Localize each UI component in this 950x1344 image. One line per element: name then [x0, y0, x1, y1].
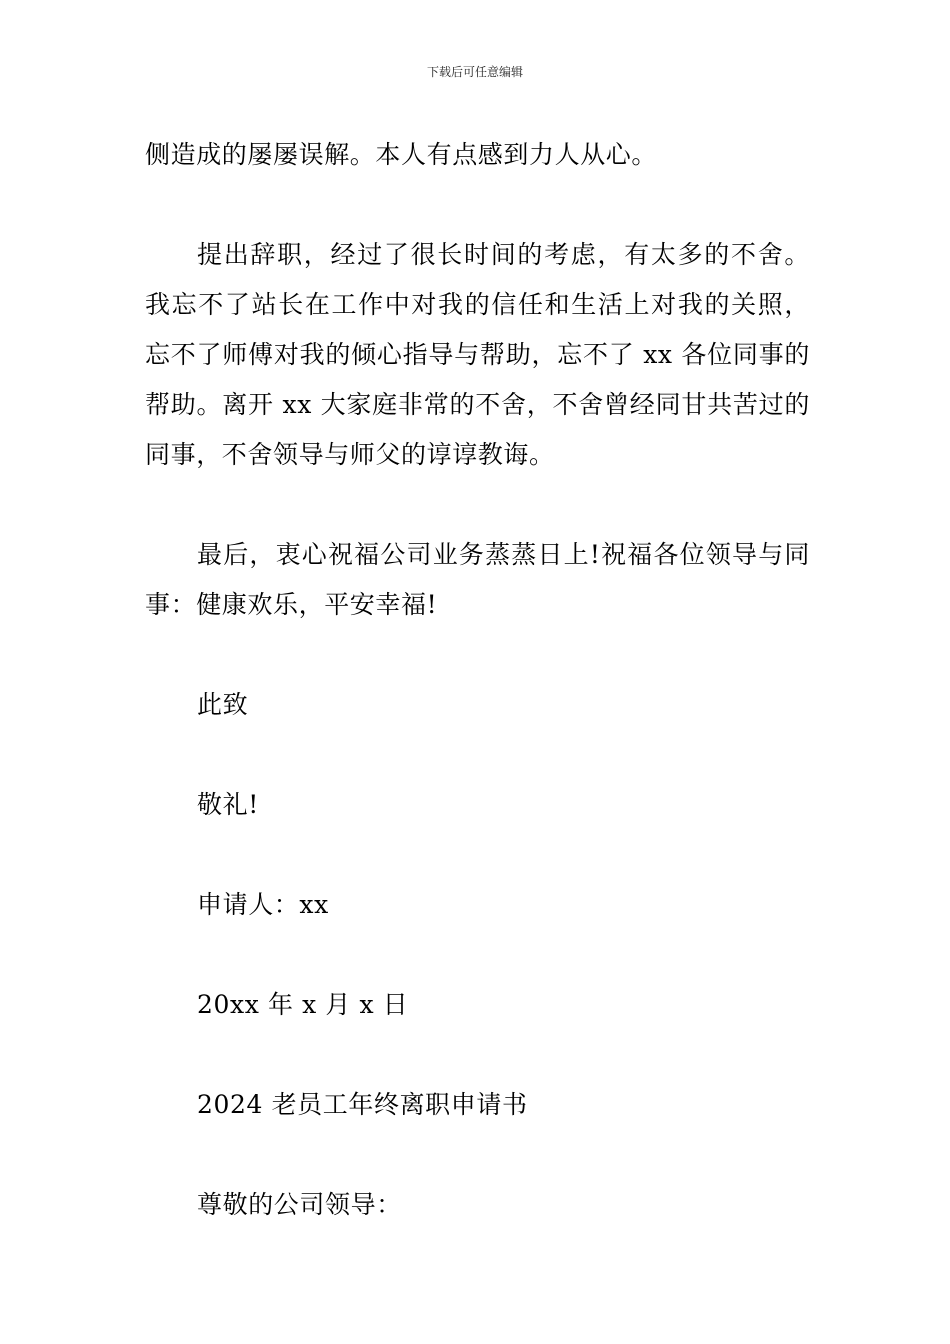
closing-salutation: 此致 [197, 690, 249, 719]
date-line: 20xx 年 x 月 x 日 [197, 990, 409, 1019]
paragraph-continuation: 侧造成的屡屡误解。本人有点感到力人从心。 [145, 140, 658, 169]
closing-regards: 敬礼! [197, 790, 259, 819]
applicant-line: 申请人：xx [197, 890, 329, 919]
section-title: 2024 老员工年终离职申请书 [197, 1090, 528, 1119]
document-body [145, 130, 810, 1230]
page-header: 下载后可任意编辑 [426, 65, 523, 79]
greeting-line: 尊敬的公司领导： [197, 1190, 402, 1219]
paragraph-resignation-reason: 提出辞职，经过了很长时间的考虑，有太多的不舍。我忘不了站长在工作中对我的信任和生活上对我的关照，忘不了师傅对我的倾心指导与帮助，忘不了 xx 各位同事的帮助。离开 xx 大家庭非常的不舍，不舍曾经同甘共苦过的同事，不舍领导与师父的谆谆教诲。 [145, 240, 810, 469]
paragraph-blessing: 最后，衷心祝福公司业务蒸蒸日上!祝福各位领导与同事：健康欢乐，平安幸福! [145, 540, 810, 619]
